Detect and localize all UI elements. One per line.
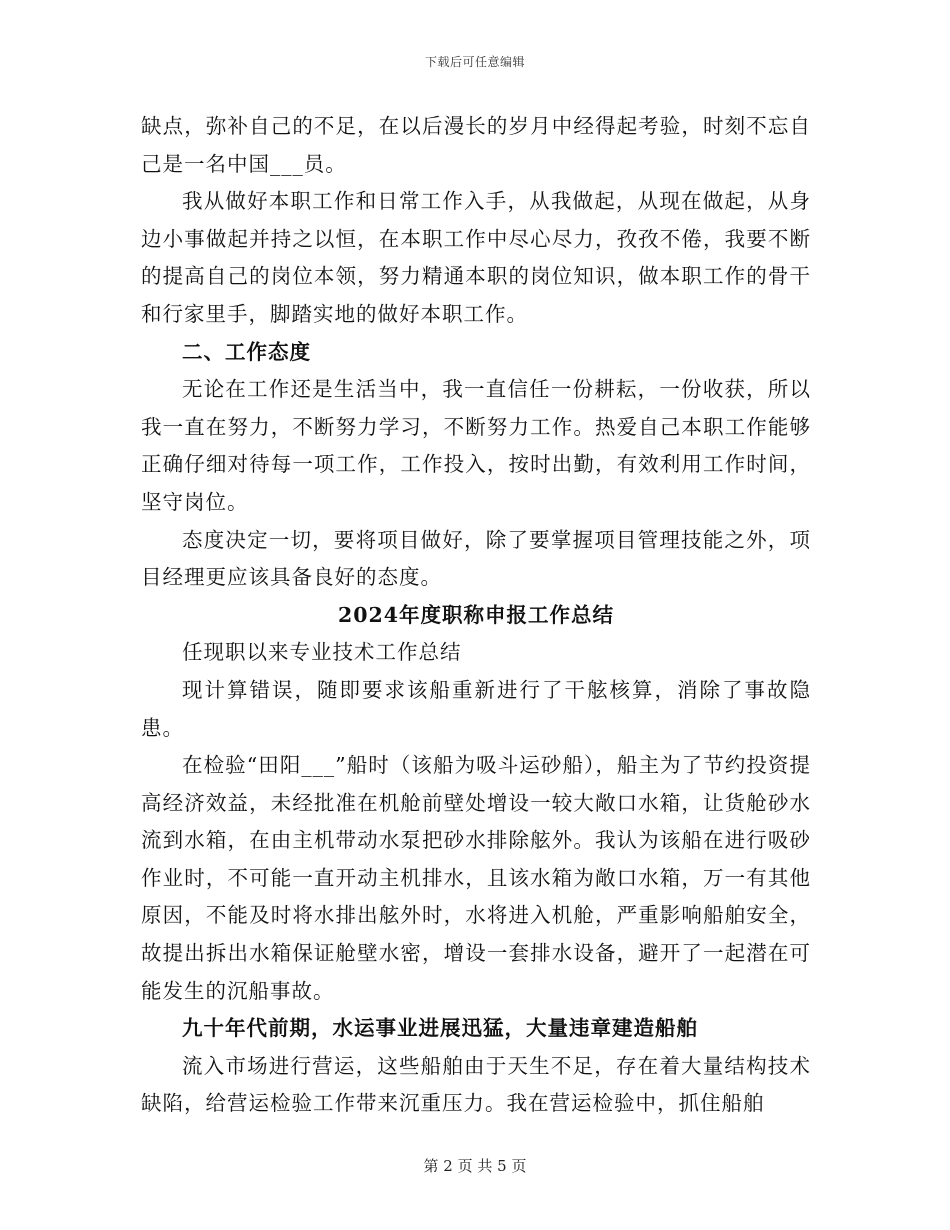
paragraph-continuation: 缺点，弥补自己的不足，在以后漫长的岁月中经得起考验，时刻不忘自己是一名中国___员。 xyxy=(141,114,811,176)
paragraph-work-duty: 我从做好本职工作和日常工作入手，从我做起，从现在做起，从身边小事做起并持之以恒，在本职工作中尽心尽力，孜孜不倦，我要不断的提高自己的岗位本领，努力精通本职的岗位知识，做本职工作的骨干和行家里手，脚踏实地的做好本职工作。 xyxy=(141,189,811,326)
page-number: 第 2 页 共 5 页 xyxy=(423,1157,527,1175)
paragraph-subtitle: 任现职以来专业技术工作总结 xyxy=(182,640,462,665)
paragraph-market: 流入市场进行营运，这些船舶由于天生不足，存在着大量结构技术缺陷，给营运检验工作带来沉重压力。我在营运检验中，抓住船舶 xyxy=(141,1053,811,1116)
page-header-note: 下载后可任意编辑 xyxy=(424,55,525,69)
section-heading-attitude: 二、工作态度 xyxy=(182,339,311,364)
paragraph-attitude: 无论在工作还是生活当中，我一直信任一份耕耘，一份收获，所以我一直在努力，不断努力学习，不断努力工作。热爱自己本职工作能够正确仔细对待每一项工作，工作投入，按时出勤，有效利用工作时间，坚守岗位。 xyxy=(141,377,811,514)
section-heading-nineties: 九十年代前期，水运事业进展迅猛，大量违章建造船舶 xyxy=(182,1016,698,1041)
paragraph-inspection: 在检验“田阳___”船时（该船为吸斗运砂船），船主为了节约投资提高经济效益，未经批准在机舱前壁处增设一较大敞口水箱，让货舱砂水流到水箱，在由主机带动水泵把砂水排除舷外。我认为该船在进行吸砂作业时，不可能一直开动主机排水，且该水箱为敞口水箱，万一有其他原因，不能及时将水排出舷外时，水将进入机舱，严重影响船舶安全，故提出拆出水箱保证舱壁水密，增设一套排水设备，避开了一起潜在可能发生的沉船事故。 xyxy=(141,753,811,1003)
document-title: 2024年度职称申报工作总结 xyxy=(337,602,615,627)
document-body xyxy=(141,108,811,1123)
paragraph-attitude-decides: 态度决定一切，要将项目做好，除了要掌握项目管理技能之外，项目经理更应该具备良好的态度。 xyxy=(141,527,811,590)
paragraph-calculation: 现计算错误，随即要求该船重新进行了干舷核算，消除了事故隐患。 xyxy=(141,677,811,740)
